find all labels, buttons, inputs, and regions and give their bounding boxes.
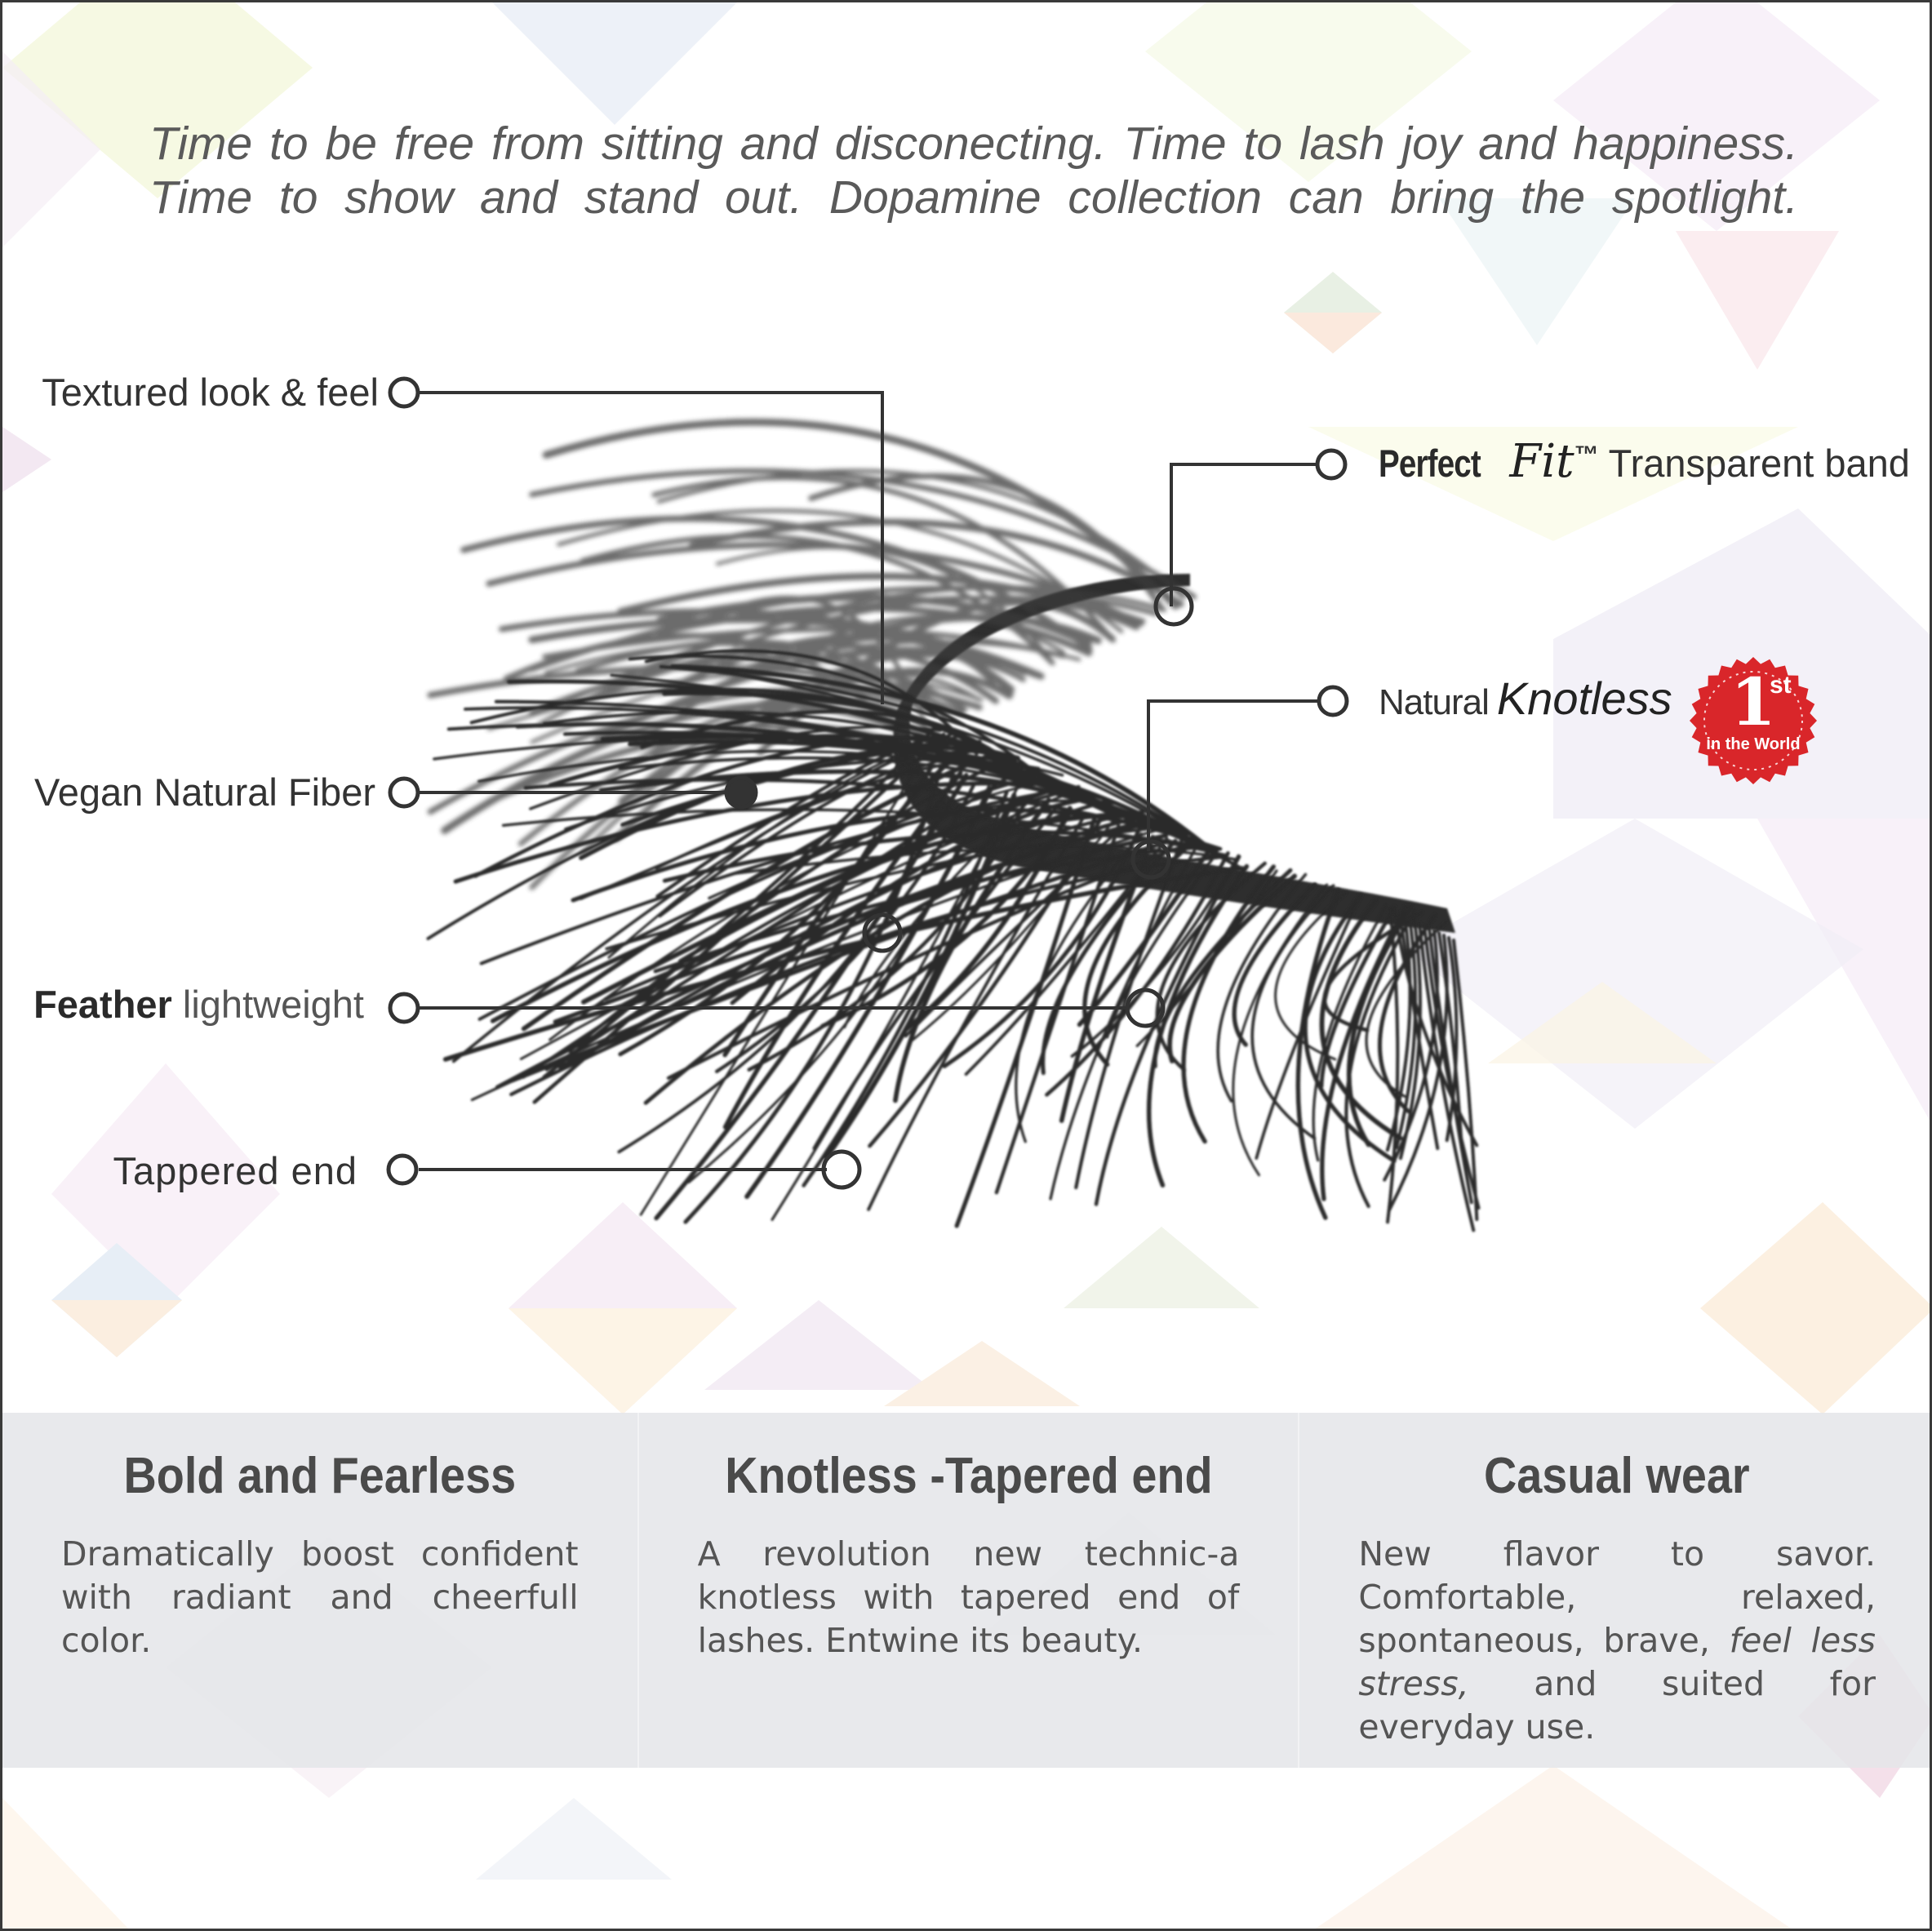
badge-suffix: st xyxy=(1770,672,1792,699)
perfectfit-tm: ™ xyxy=(1574,442,1599,469)
feature-title: Knotless -Tapered end xyxy=(724,1448,1213,1504)
feature-text-after: and suited for everyday use. xyxy=(1358,1664,1876,1747)
feature-panel xyxy=(2,1413,1932,1768)
callout-knotless xyxy=(1379,672,1672,725)
marker-feather xyxy=(390,994,418,1022)
tagline-line-2: Time to show and stand out. Dopamine collection can bring the spotlight. xyxy=(149,171,1798,224)
marker-textured xyxy=(390,379,418,406)
callout-textured: Textured look & feel xyxy=(42,371,379,414)
feature-text-italic: feel less stress, xyxy=(1358,1621,1876,1703)
feature-casual xyxy=(1298,1413,1932,1768)
feature-title: Bold and Fearless xyxy=(123,1448,517,1504)
knotless-natural: Natural xyxy=(1379,682,1489,722)
feature-text: A revolution new technic-a knotless with tapered end of lashes. Entwine its beauty. xyxy=(697,1534,1240,1660)
perfectfit-text: Transparent band xyxy=(1608,442,1910,485)
marker-tapered xyxy=(389,1156,416,1183)
callout-perfectfit xyxy=(1379,435,1910,488)
tagline-line-1: Time to be free from sitting and disconecting. Time to lash joy and happiness. xyxy=(149,118,1798,170)
feature-text-before: New flavor to savor. Comfortable, relaxed, spontaneous, brave, xyxy=(1358,1534,1876,1660)
perfectfit-fit: Fit xyxy=(1509,435,1574,488)
callout-vegan: Vegan Natural Fiber xyxy=(33,770,375,814)
feature-knotless xyxy=(637,1413,1299,1768)
badge-number: 1 xyxy=(1730,664,1776,740)
feature-text xyxy=(1358,1533,1876,1749)
feather-light: lightweight xyxy=(182,983,364,1026)
marker-knotless xyxy=(1319,687,1347,715)
feature-bold xyxy=(2,1413,637,1768)
feature-text: Dramatically boost confident with radiant and cheerfull color. xyxy=(61,1534,579,1660)
marker-vegan xyxy=(390,779,418,806)
callout-tapered: Tappered end xyxy=(113,1149,358,1192)
marker-perfectfit xyxy=(1317,451,1345,478)
knotless-word: Knotless xyxy=(1496,673,1672,724)
callout-feather xyxy=(33,982,364,1027)
first-in-world-badge xyxy=(1688,655,1819,786)
badge-text: in the World xyxy=(1706,735,1801,753)
perfectfit-brand: Perfect xyxy=(1379,442,1481,485)
feather-bold: Feather xyxy=(33,983,172,1026)
feature-title: Casual wear xyxy=(1484,1448,1751,1504)
